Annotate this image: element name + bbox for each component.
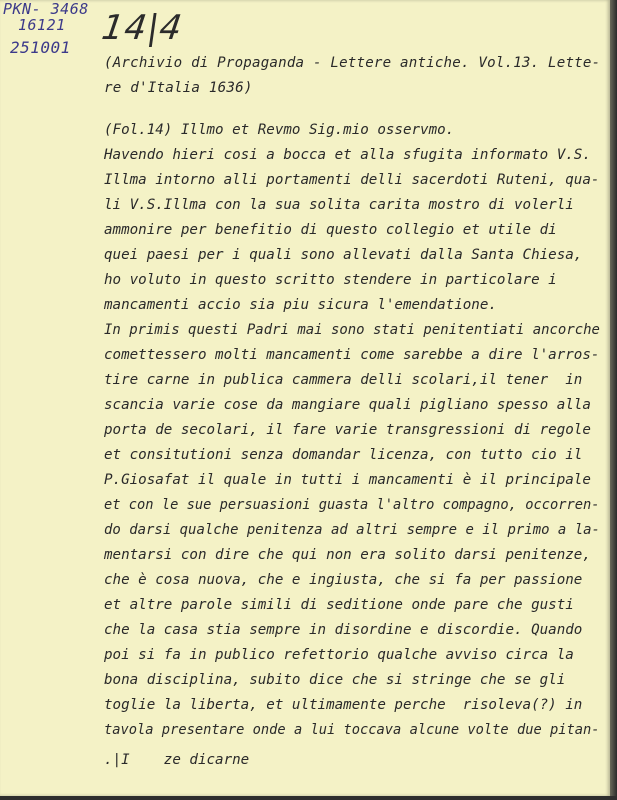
text-line: ammonire per benefitio di questo collegio et utile di xyxy=(104,222,557,238)
text-line: tire carne in publica cammera delli scolari,il tener in xyxy=(104,372,583,388)
folio-number: 14|4 xyxy=(99,8,186,48)
text-line: porta de secolari, il fare varie transgressioni di regole xyxy=(104,422,591,438)
text-line: poi si fa in publico refettorio qualche avviso circa la xyxy=(104,647,574,663)
text-line: ho voluto in questo scritto stendere in particolare i xyxy=(104,272,557,288)
text-line: mancamenti accio sia piu sicura l'emendatione. xyxy=(104,297,497,313)
text-line: Havendo hieri cosi a bocca et alla sfugita informato V.S. xyxy=(104,147,591,163)
text-line: .|I ze dicarne xyxy=(104,752,250,768)
scan-edge-bottom xyxy=(0,796,617,800)
text-line: bona disciplina, subito dice che si stringe che se gli xyxy=(104,672,566,688)
text-line: et con le sue persuasioni guasta l'altro compagno, occorren- xyxy=(104,497,600,513)
text-line: Illma intorno alli portamenti delli sacerdoti Ruteni, qua- xyxy=(104,172,600,188)
text-line: (Fol.14) Illmo et Revmo Sig.mio osservmo. xyxy=(104,122,455,138)
heading-line: (Archivio di Propaganda - Lettere antiche. Vol.13. Lette- xyxy=(104,55,601,71)
archive-stamp-line-1: PKN- 3468 xyxy=(3,0,89,18)
archive-stamp-line-3: 251001 xyxy=(10,38,71,57)
text-line: do darsi qualche penitenza ad altri sempre e il primo a la- xyxy=(104,522,600,538)
text-line: toglie la liberta, et ultimamente perche risoleva(?) in xyxy=(104,697,583,713)
text-line: mentarsi con dire che qui non era solito darsi penitenze, xyxy=(104,547,591,563)
heading-line: re d'Italia 1636) xyxy=(104,80,253,96)
text-line: che la casa stia sempre in disordine e discordie. Quando xyxy=(104,622,583,638)
text-line: P.Giosafat il quale in tutti i mancamenti è il principale xyxy=(104,472,591,488)
text-line: In primis questi Padri mai sono stati penitentiati ancorche xyxy=(104,322,600,338)
text-line: quei paesi per i quali sono allevati dalla Santa Chiesa, xyxy=(104,247,583,263)
text-line: tavola presentare onde a lui toccava alcune volte due pitan- xyxy=(104,722,600,738)
text-line: li V.S.Illma con la sua solita carita mostro di volerli xyxy=(104,197,574,213)
text-line: comettessero molti mancamenti come sarebbe a dire l'arros- xyxy=(104,347,600,363)
text-line: et consitutioni senza domandar licenza, con tutto cio il xyxy=(104,447,583,463)
text-line: che è cosa nuova, che e ingiusta, che si fa per passione xyxy=(104,572,583,588)
text-line: scancia varie cose da mangiare quali pigliano spesso alla xyxy=(104,397,591,413)
text-line: et altre parole simili di seditione onde pare che gusti xyxy=(104,597,574,613)
archive-stamp-line-2: 16121 xyxy=(18,16,66,34)
scan-edge-right xyxy=(610,0,617,800)
